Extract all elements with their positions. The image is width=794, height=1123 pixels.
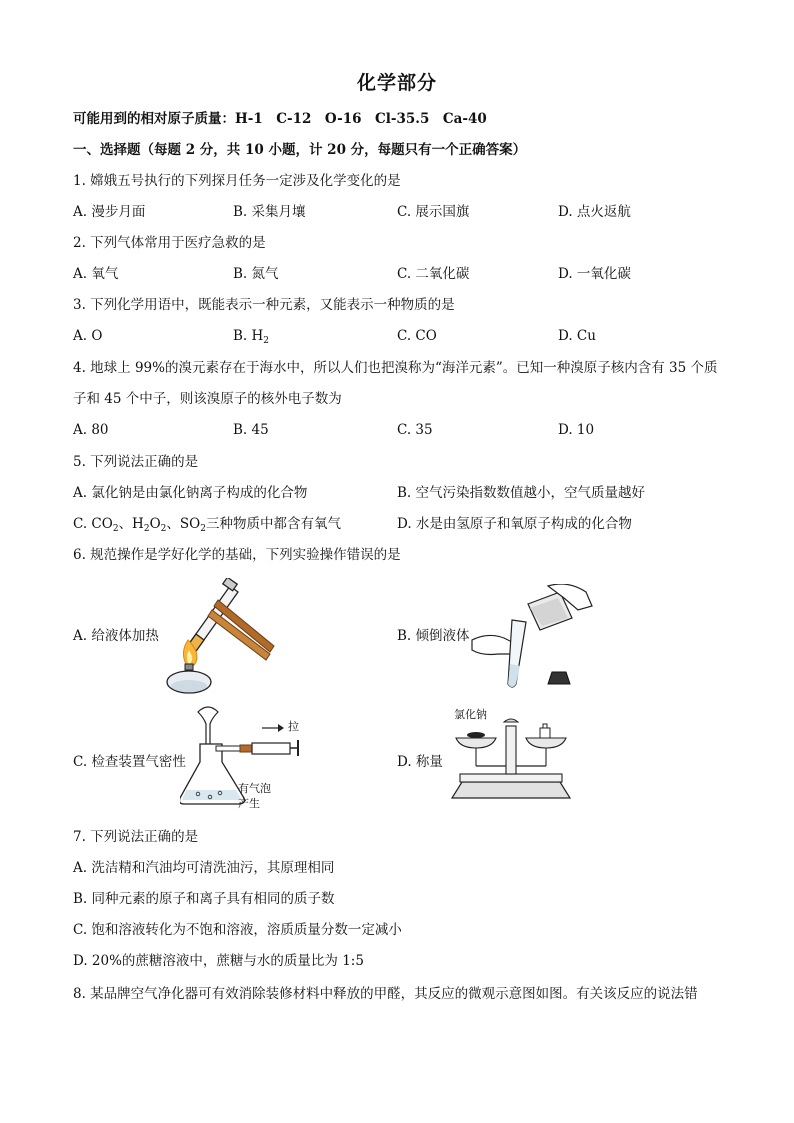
q6-option-d: D. 称量 <box>397 754 443 770</box>
q5-option-a: A. 氯化钠是由氯化钠离子构成的化合物 <box>73 485 308 501</box>
q1-option-b: B. 采集月壤 <box>233 204 306 220</box>
q2-option-b: B. 氮气 <box>233 266 279 282</box>
q7-option-b: B. 同种元素的原子和离子具有相同的质子数 <box>73 891 335 907</box>
q2-option-a: A. 氧气 <box>73 266 119 282</box>
heating-liquid-figure <box>152 578 278 694</box>
q2-option-d: D. 一氧化碳 <box>558 266 631 282</box>
q5-option-c: C. $CO_2$、$H_2O_2$、$SO_2$三种物质中都含有氧气 <box>73 516 341 534</box>
question-8-stem: 8. 某品牌空气净化器可有效消除装修材料中释放的甲醛，其反应的微观示意图如图。有关该反应的说法错 <box>73 986 698 1002</box>
q5-option-b: B. 空气污染指数数值越小，空气质量越好 <box>397 485 646 501</box>
question-4-stem-line1: 4. 地球上 99%的溴元素存在于海水中，所以人们也把溴称为“海洋元素”。已知一种溴原子核内含有 35 个质 <box>73 360 718 376</box>
q2-option-c: C. 二氧化碳 <box>397 266 470 282</box>
page-title: 化学部分 <box>356 72 437 94</box>
q1-option-c: C. 展示国旗 <box>397 204 470 220</box>
q6-option-c: C. 检查装置气密性 <box>73 754 186 770</box>
section-heading: 一、选择题（每题 2 分，共 10 小题，计 20 分，每题只有一个正确答案） <box>73 142 527 158</box>
balance-weighing-figure <box>446 718 576 808</box>
q7-option-d: D. 20%的蔗糖溶液中，蔗糖与水的质量比为 1:5 <box>73 953 364 969</box>
q3-option-c: C. CO <box>397 328 437 344</box>
question-3-stem: 3. 下列化学用语中，既能表示一种元素，又能表示一种物质的是 <box>73 297 455 313</box>
q1-option-a: A. 漫步月面 <box>73 204 146 220</box>
fig-c-pull-label: 拉 <box>288 720 299 733</box>
q5-option-d: D. 水是由氢原子和氧原子构成的化合物 <box>397 516 632 532</box>
q3-option-b: B. $H_2$ <box>233 328 270 346</box>
q4-option-b: B. 45 <box>233 422 269 438</box>
q3-option-d: D. Cu <box>558 328 596 344</box>
fig-c-bubbles-label-2: 产生 <box>238 797 260 810</box>
fig-d-nacl-label: 氯化钠 <box>454 708 487 721</box>
atomic-mass-note: 可能用到的相对原子质量：H-1 C-12 O-16 Cl-35.5 Ca-40 <box>73 111 487 127</box>
pouring-liquid-figure <box>468 584 598 694</box>
q6-option-b: B. 倾倒液体 <box>397 628 470 644</box>
q6-option-a: A. 给液体加热 <box>73 628 159 644</box>
question-1-stem: 1. 嫦娥五号执行的下列探月任务一定涉及化学变化的是 <box>73 173 401 189</box>
q7-option-c: C. 饱和溶液转化为不饱和溶液，溶质质量分数一定减小 <box>73 922 402 938</box>
question-4-stem-line2: 子和 45 个中子，则该溴原子的核外电子数为 <box>73 391 342 407</box>
fig-c-bubbles-label-1: 有气泡 <box>238 782 271 795</box>
q4-option-c: C. 35 <box>397 422 433 438</box>
question-5-stem: 5. 下列说法正确的是 <box>73 454 199 470</box>
q7-option-a: A. 洗洁精和汽油均可清洗油污，其原理相同 <box>73 860 335 876</box>
q1-option-d: D. 点火返航 <box>558 204 631 220</box>
question-7-stem: 7. 下列说法正确的是 <box>73 829 199 845</box>
q4-option-d: D. 10 <box>558 422 595 438</box>
question-2-stem: 2. 下列气体常用于医疗急救的是 <box>73 235 266 251</box>
q4-option-a: A. 80 <box>73 422 109 438</box>
question-6-stem: 6. 规范操作是学好化学的基础，下列实验操作错误的是 <box>73 547 401 563</box>
q3-option-a: A. O <box>73 328 103 344</box>
